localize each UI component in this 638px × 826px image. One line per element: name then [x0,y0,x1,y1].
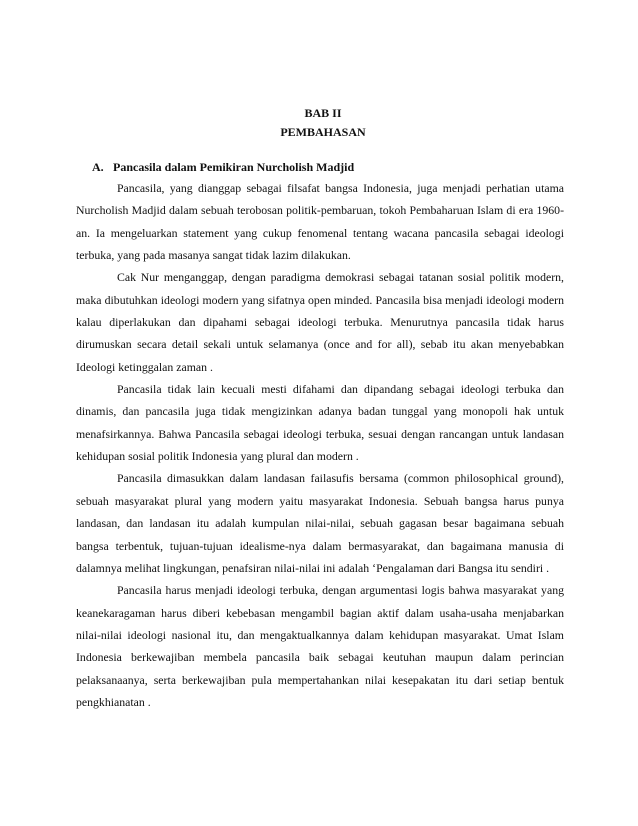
body-text [76,177,564,713]
paragraph: Pancasila, yang dianggap sebagai filsafat bangsa Indonesia, juga menjadi perhatian utama Nurcholish Madjid dalam sebuah terobosan politik-pembaruan, tokoh Pembaharuan Islam di era 1960-an. Ia mengeluarkan statement yang cukup fenomenal tentang wacana pancasila sebagai ideologi terbuka, yang pada masanya sangat tidak lazim dilakukan. [76,181,564,263]
section-marker: A. [92,160,104,174]
chapter-heading: BAB II [304,106,342,120]
chapter-title: PEMBAHASAN [280,125,366,139]
paragraph: Pancasila dimasukkan dalam landasan failasufis bersama (common philosophical ground), sebuah masyarakat plural yang modern yaitu masyarakat Indonesia. Sebuah bangsa harus punya landasan, dan landasan itu adalah kumpulan nilai-nilai, sebuah gagasan besar bagaimana sebuah bangsa terbentuk, tujuan-tujuan idealisme-nya dalam bermasyarakat, dan bagaimana manusia di dalamnya melihat lingkungan, penafsiran nilai-nilai ini adalah ‘Pengalaman dari Bangsa itu sendiri . [76,471,564,575]
paragraph: Pancasila harus menjadi ideologi terbuka, dengan argumentasi logis bahwa masyarakat yang keanekaragaman harus diberi kebebasan mengambil bagian aktif dalam usaha-usaha menjabarkan nilai-nilai ideologi nasional itu, dan mengaktualkannya dalam kehidupan masyarakat. Umat Islam Indonesia berkewajiban membela pancasila baik sebagai keutuhan maupun dalam perincian pelaksanaanya, serta berkewajiban pula mempertahankan nilai kesepakatan itu dari setiap bentuk pengkhianatan . [76,583,564,709]
paragraph: Cak Nur menganggap, dengan paradigma demokrasi sebagai tatanan sosial politik modern, maka dibutuhkan ideologi modern yang sifatnya open minded. Pancasila bisa menjadi ideologi modern kalau diperlakukan dan dipahami sebagai ideologi terbuka. Menurutnya pancasila tidak harus dirumuskan secara detail sekali untuk selamanya (once and for all), sebab itu akan menyebabkan Ideologi ketinggalan zaman . [76,270,564,374]
section-title-text: Pancasila dalam Pemikiran Nurcholish Madjid [113,160,355,174]
paragraph: Pancasila tidak lain kecuali mesti difahami dan dipandang sebagai ideologi terbuka dan dinamis, dan pancasila juga tidak mengizinkan adanya badan tunggal yang monopoli hak untuk menafsirkannya. Bahwa Pancasila sebagai ideologi terbuka, sesuai dengan rancangan untuk landasan kehidupan sosial politik Indonesia yang plural dan modern . [76,382,564,464]
section-heading [92,160,354,174]
